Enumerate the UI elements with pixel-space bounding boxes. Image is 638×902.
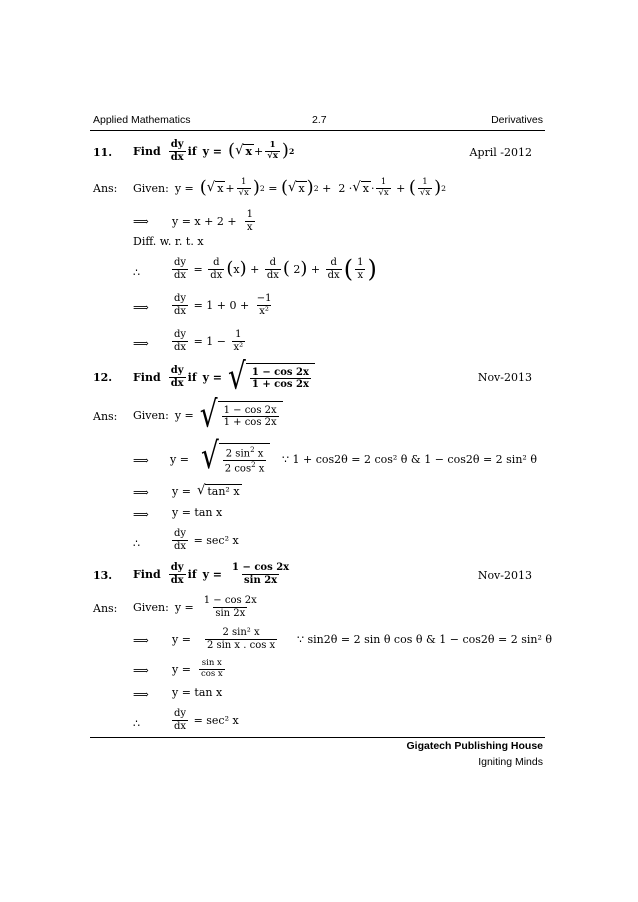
q11-ans-label: Ans: xyxy=(93,182,118,195)
q11-given: Given: y = ( √ x + $\frac{1}{√x}$ ) 2 = ( √ x ) 2 + 2 · √ x · $\frac{1}{√x}$ + ( $\frac{1}{√x}$ ) 2 xyxy=(133,176,447,198)
footer-tagline: Igniting Minds xyxy=(478,756,543,768)
q11-number: 11. xyxy=(93,146,113,159)
q13-implies-1: ⟹ xyxy=(133,634,149,647)
q11-step-4: $\frac{dy}{dx}$ = 1 − $\frac{1}{\text{x²}}$ xyxy=(174,329,244,353)
q13-given: Given: y = $\frac{1 - \cos 2x}{\sin 2x}$ xyxy=(133,595,257,619)
footer-rule xyxy=(90,737,545,738)
q13-date: Nov-2013 xyxy=(477,569,532,582)
q12-identity: ∵ 1 + cos2θ = 2 cos² θ & 1 − cos2θ = 2 sin² θ xyxy=(282,452,537,466)
q13-identity: ∵ sin2θ = 2 sin θ cos θ & 1 − cos2θ = 2 sin² θ xyxy=(297,632,553,646)
q12-step-2: y = √ tan² x xyxy=(172,483,240,498)
q12-implies-2: ⟹ xyxy=(133,486,149,499)
header-right: Derivatives xyxy=(491,114,543,126)
q12-implies-3: ⟹ xyxy=(133,508,149,521)
q12-result: $\frac{dy}{dx}$ = sec² x xyxy=(174,528,239,552)
q13-therefore: ∴ xyxy=(133,717,140,730)
q11-date: April -2012 xyxy=(469,146,532,159)
q13-step-1: y = $\frac{\text{2 sin² x}}{\text{2 sin x . cos x}}$ xyxy=(172,627,276,651)
q13-step-3: y = tan x xyxy=(172,685,223,699)
q12-given: Given: y = √ $\frac{1 - \cos 2x}{1 + \cos 2x}$ xyxy=(133,395,283,435)
q13-step-2: y = $\frac{\text{sin x}}{\text{cos x}}$ xyxy=(172,657,223,679)
q12-ans-label: Ans: xyxy=(93,410,118,423)
q12-step-3: y = tan x xyxy=(172,505,223,519)
q11-step-2: $\frac{dy}{dx}$ = $\frac{d}{dx}$ ( x ) + $\frac{d}{dx}$ ( 2 ) + $\frac{d}{dx}$ ( $\frac{1}{x}$ ) xyxy=(174,255,377,283)
q13-implies-2: ⟹ xyxy=(133,664,149,677)
q11-step-1: y = x + 2 + $\frac{1}{x}$ xyxy=(172,209,253,233)
q11-implies-3: ⟹ xyxy=(133,337,149,350)
q12-question: Find $\frac{dy}{dx}$ if y = √ $\frac{1 - \cos 2x}{1 + \cos 2x}$ xyxy=(133,359,315,395)
q11-question: Find $\frac{dy}{dx}$ if y = ( √ x + $\frac{1}{√x}$ ) 2 xyxy=(133,139,295,163)
q13-ans-label: Ans: xyxy=(93,602,118,615)
header-left: Applied Mathematics xyxy=(93,114,191,126)
header-page-number: 2.7 xyxy=(312,114,327,126)
q12-step-1: y = √ $\frac{2 \sin^2 x}{2 \cos^2 x}$ xyxy=(170,437,270,481)
q13-question: Find $\frac{dy}{dx}$ if y = $\frac{1 - \cos 2x}{\sin 2x}$ xyxy=(133,562,290,586)
q11-implies-2: ⟹ xyxy=(133,301,149,314)
q11-step-3: $\frac{dy}{dx}$ = 1 + 0 + $\frac{-1}{\text{x²}}$ xyxy=(174,293,272,317)
q12-therefore: ∴ xyxy=(133,537,140,550)
q11-diff-label: Diff. w. r. t. x xyxy=(133,234,204,248)
q13-result: $\frac{dy}{dx}$ = sec² x xyxy=(174,708,239,732)
q12-implies-1: ⟹ xyxy=(133,454,149,467)
q11-implies-1: ⟹ xyxy=(133,215,149,228)
q13-implies-3: ⟹ xyxy=(133,688,149,701)
q11-therefore: ∴ xyxy=(133,266,140,279)
footer-publisher: Gigatech Publishing House xyxy=(406,740,543,752)
q12-number: 12. xyxy=(93,371,113,384)
q13-number: 13. xyxy=(93,569,113,582)
q12-date: Nov-2013 xyxy=(477,371,532,384)
header-rule xyxy=(90,130,545,131)
